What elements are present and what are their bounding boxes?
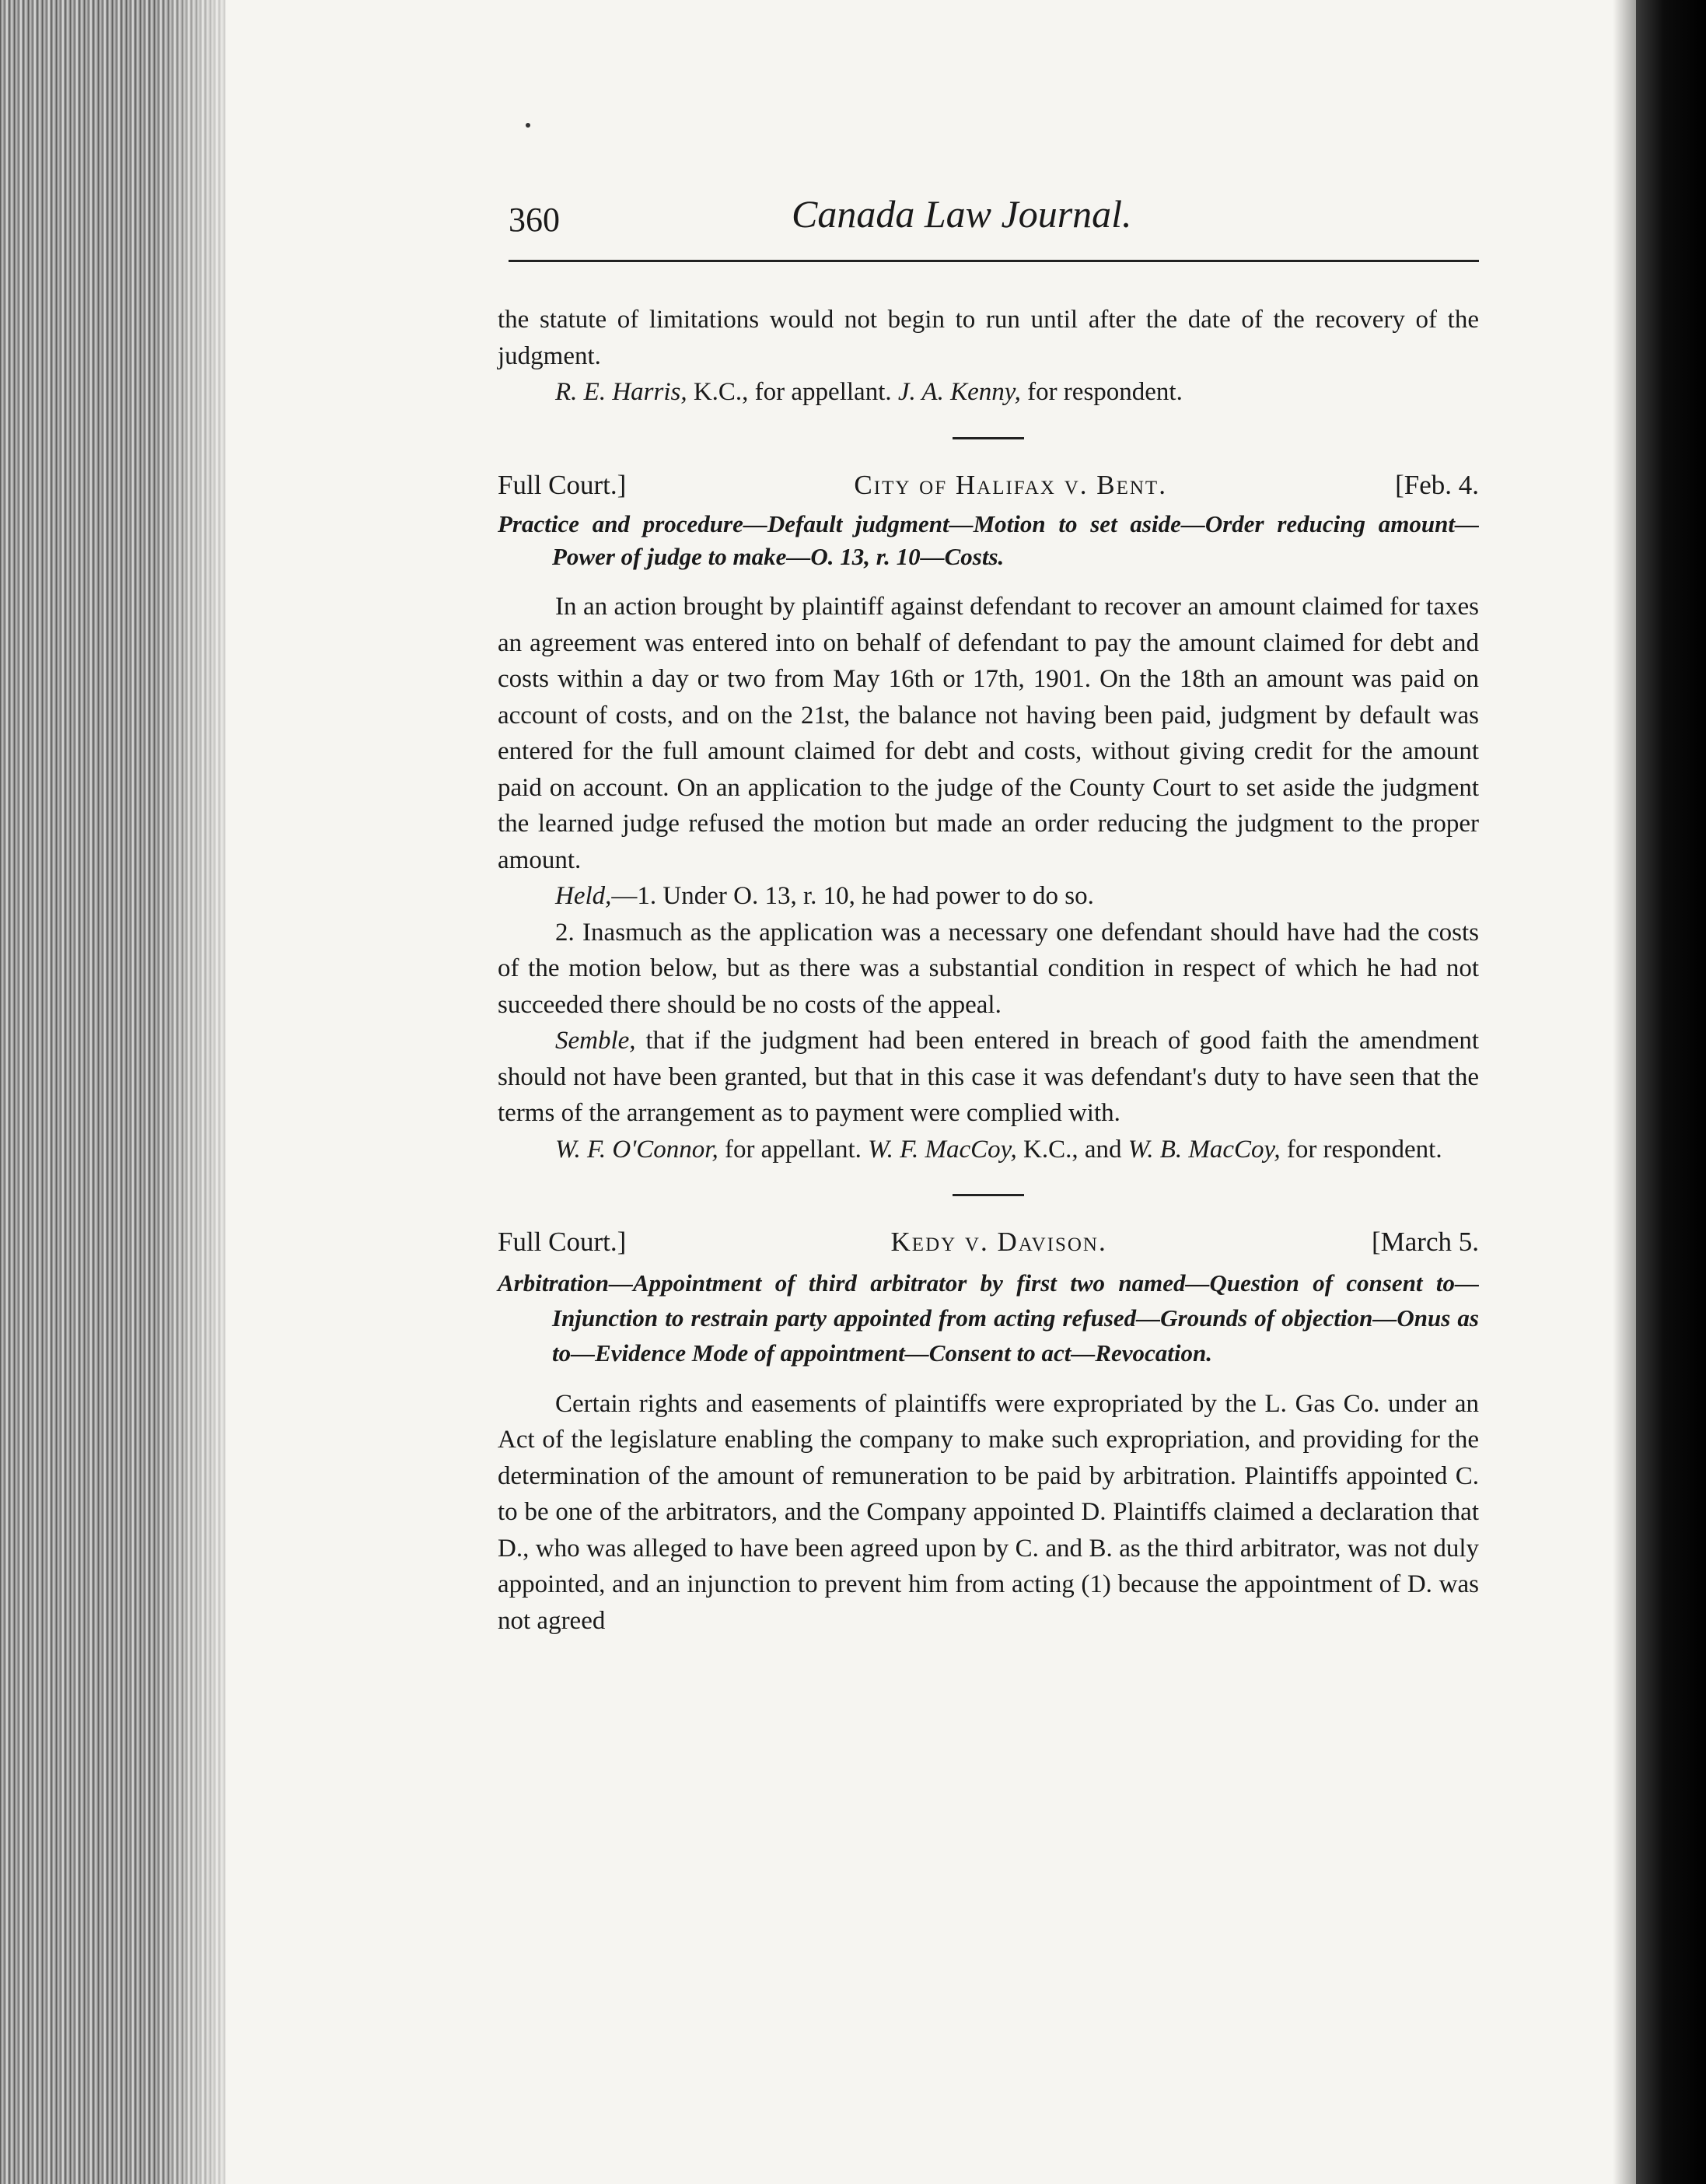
counsel-appellant-role: K.C., for appellant. xyxy=(687,378,898,406)
counsel-1-role: for appellant. xyxy=(718,1135,869,1164)
section-divider xyxy=(953,437,1024,439)
counsel-respondent: J. A. Kenny, xyxy=(897,378,1021,406)
section-divider xyxy=(953,1194,1024,1196)
case-point-2: 2. Inasmuch as the application was a necessary one defendant should have had the costs of the motion below, but as there was a substantial condition in respect of which he had not succeeded there should be no costs of the appeal. xyxy=(498,918,1479,1019)
held-label: Held, xyxy=(555,882,612,910)
page-right-edge xyxy=(1636,0,1706,2184)
page-number: 360 xyxy=(509,201,560,239)
counsel-3: W. B. MacCoy, xyxy=(1127,1135,1281,1164)
case-court: Full Court.] xyxy=(498,469,627,500)
case-title: City of Halifax v. Bent. xyxy=(854,469,1167,500)
semble-text: that if the judgment had been entered in breach of good faith the amendment should not have been granted, but that in this case it was defendant's duty to have seen that the terms of the arrangement as to payment were complied with. xyxy=(498,1027,1479,1127)
case-date: [March 5. xyxy=(1371,1227,1479,1257)
case-held xyxy=(498,878,1479,915)
semble-label: Semble, xyxy=(555,1027,636,1055)
counsel-appellant: R. E. Harris, xyxy=(555,378,687,406)
case-title: Kedy v. Davison. xyxy=(890,1227,1107,1257)
case-heading xyxy=(498,467,1479,504)
case-counsel xyxy=(498,1132,1479,1168)
continuation-counsel xyxy=(498,374,1479,411)
case-catchwords: Practice and procedure—Default judgment—Motion to set aside—Order reducing amount—Power of judge to make—O. 13, r. 10—Costs. xyxy=(498,510,1479,570)
case-semble xyxy=(498,1023,1479,1132)
journal-page xyxy=(498,194,1479,1639)
page-edge-shadow xyxy=(1613,0,1636,2184)
case-date: [Feb. 4. xyxy=(1395,469,1479,500)
running-head xyxy=(498,194,1479,257)
journal-title: Canada Law Journal. xyxy=(792,192,1132,236)
case-catchwords: Arbitration—Appointment of third arbitrator by first two named—Question of consent to—Injunction to restrain party appointed from acting refused—Grounds of objection—Onus as to—Evidence Mode of appointment—Consent to act—Revocation. xyxy=(498,1269,1479,1367)
case-heading xyxy=(498,1224,1479,1261)
counsel-2-role: K.C., and xyxy=(1016,1135,1128,1164)
counsel-1: W. F. O'Connor, xyxy=(555,1135,718,1164)
binding-shadow xyxy=(156,0,249,2184)
counsel-3-role: for respondent. xyxy=(1280,1135,1442,1164)
held-text: —1. Under O. 13, r. 10, he had power to do so. xyxy=(611,882,1094,910)
counsel-2: W. F. MacCoy, xyxy=(868,1135,1017,1164)
case-court: Full Court.] xyxy=(498,1227,627,1257)
counsel-respondent-role: for respondent. xyxy=(1020,378,1183,406)
scan-speck xyxy=(526,123,530,128)
case-facts: In an action brought by plaintiff against defendant to recover an amount claimed for taxes an agreement was entered into on behalf of defendant to pay the amount claimed for debt and costs within a day or two from May 16th or 17th, 1901. On the 18th an amount was paid on account of costs, and on the 21st, the balance not having been paid, judgment by default was entered for the full amount claimed for debt and costs, without giving credit for the amount paid on account. On an application to the judge of the County Court to set aside the judgment the learned judge refused the motion but made an order reducing the judgment to the proper amount. xyxy=(498,593,1479,874)
continuation-text: the statute of limitations would not begin to run until after the date of the recovery of the judgment. xyxy=(498,306,1479,370)
header-rule xyxy=(509,260,1479,262)
case-facts: Certain rights and easements of plaintiffs were expropriated by the L. Gas Co. under an Act of the legislature enabling the company to make such expropriation, and providing for the determination of the amount of remuneration to be paid by arbitration. Plaintiffs appointed C. to be one of the arbitrators, and the Company appointed D. Plaintiffs claimed a declaration that D., who was alleged to have been agreed upon by C. and B. as the third arbitrator, was not duly appointed, and an injunction to prevent him from acting (1) because the appointment of D. was not agreed xyxy=(498,1389,1479,1635)
